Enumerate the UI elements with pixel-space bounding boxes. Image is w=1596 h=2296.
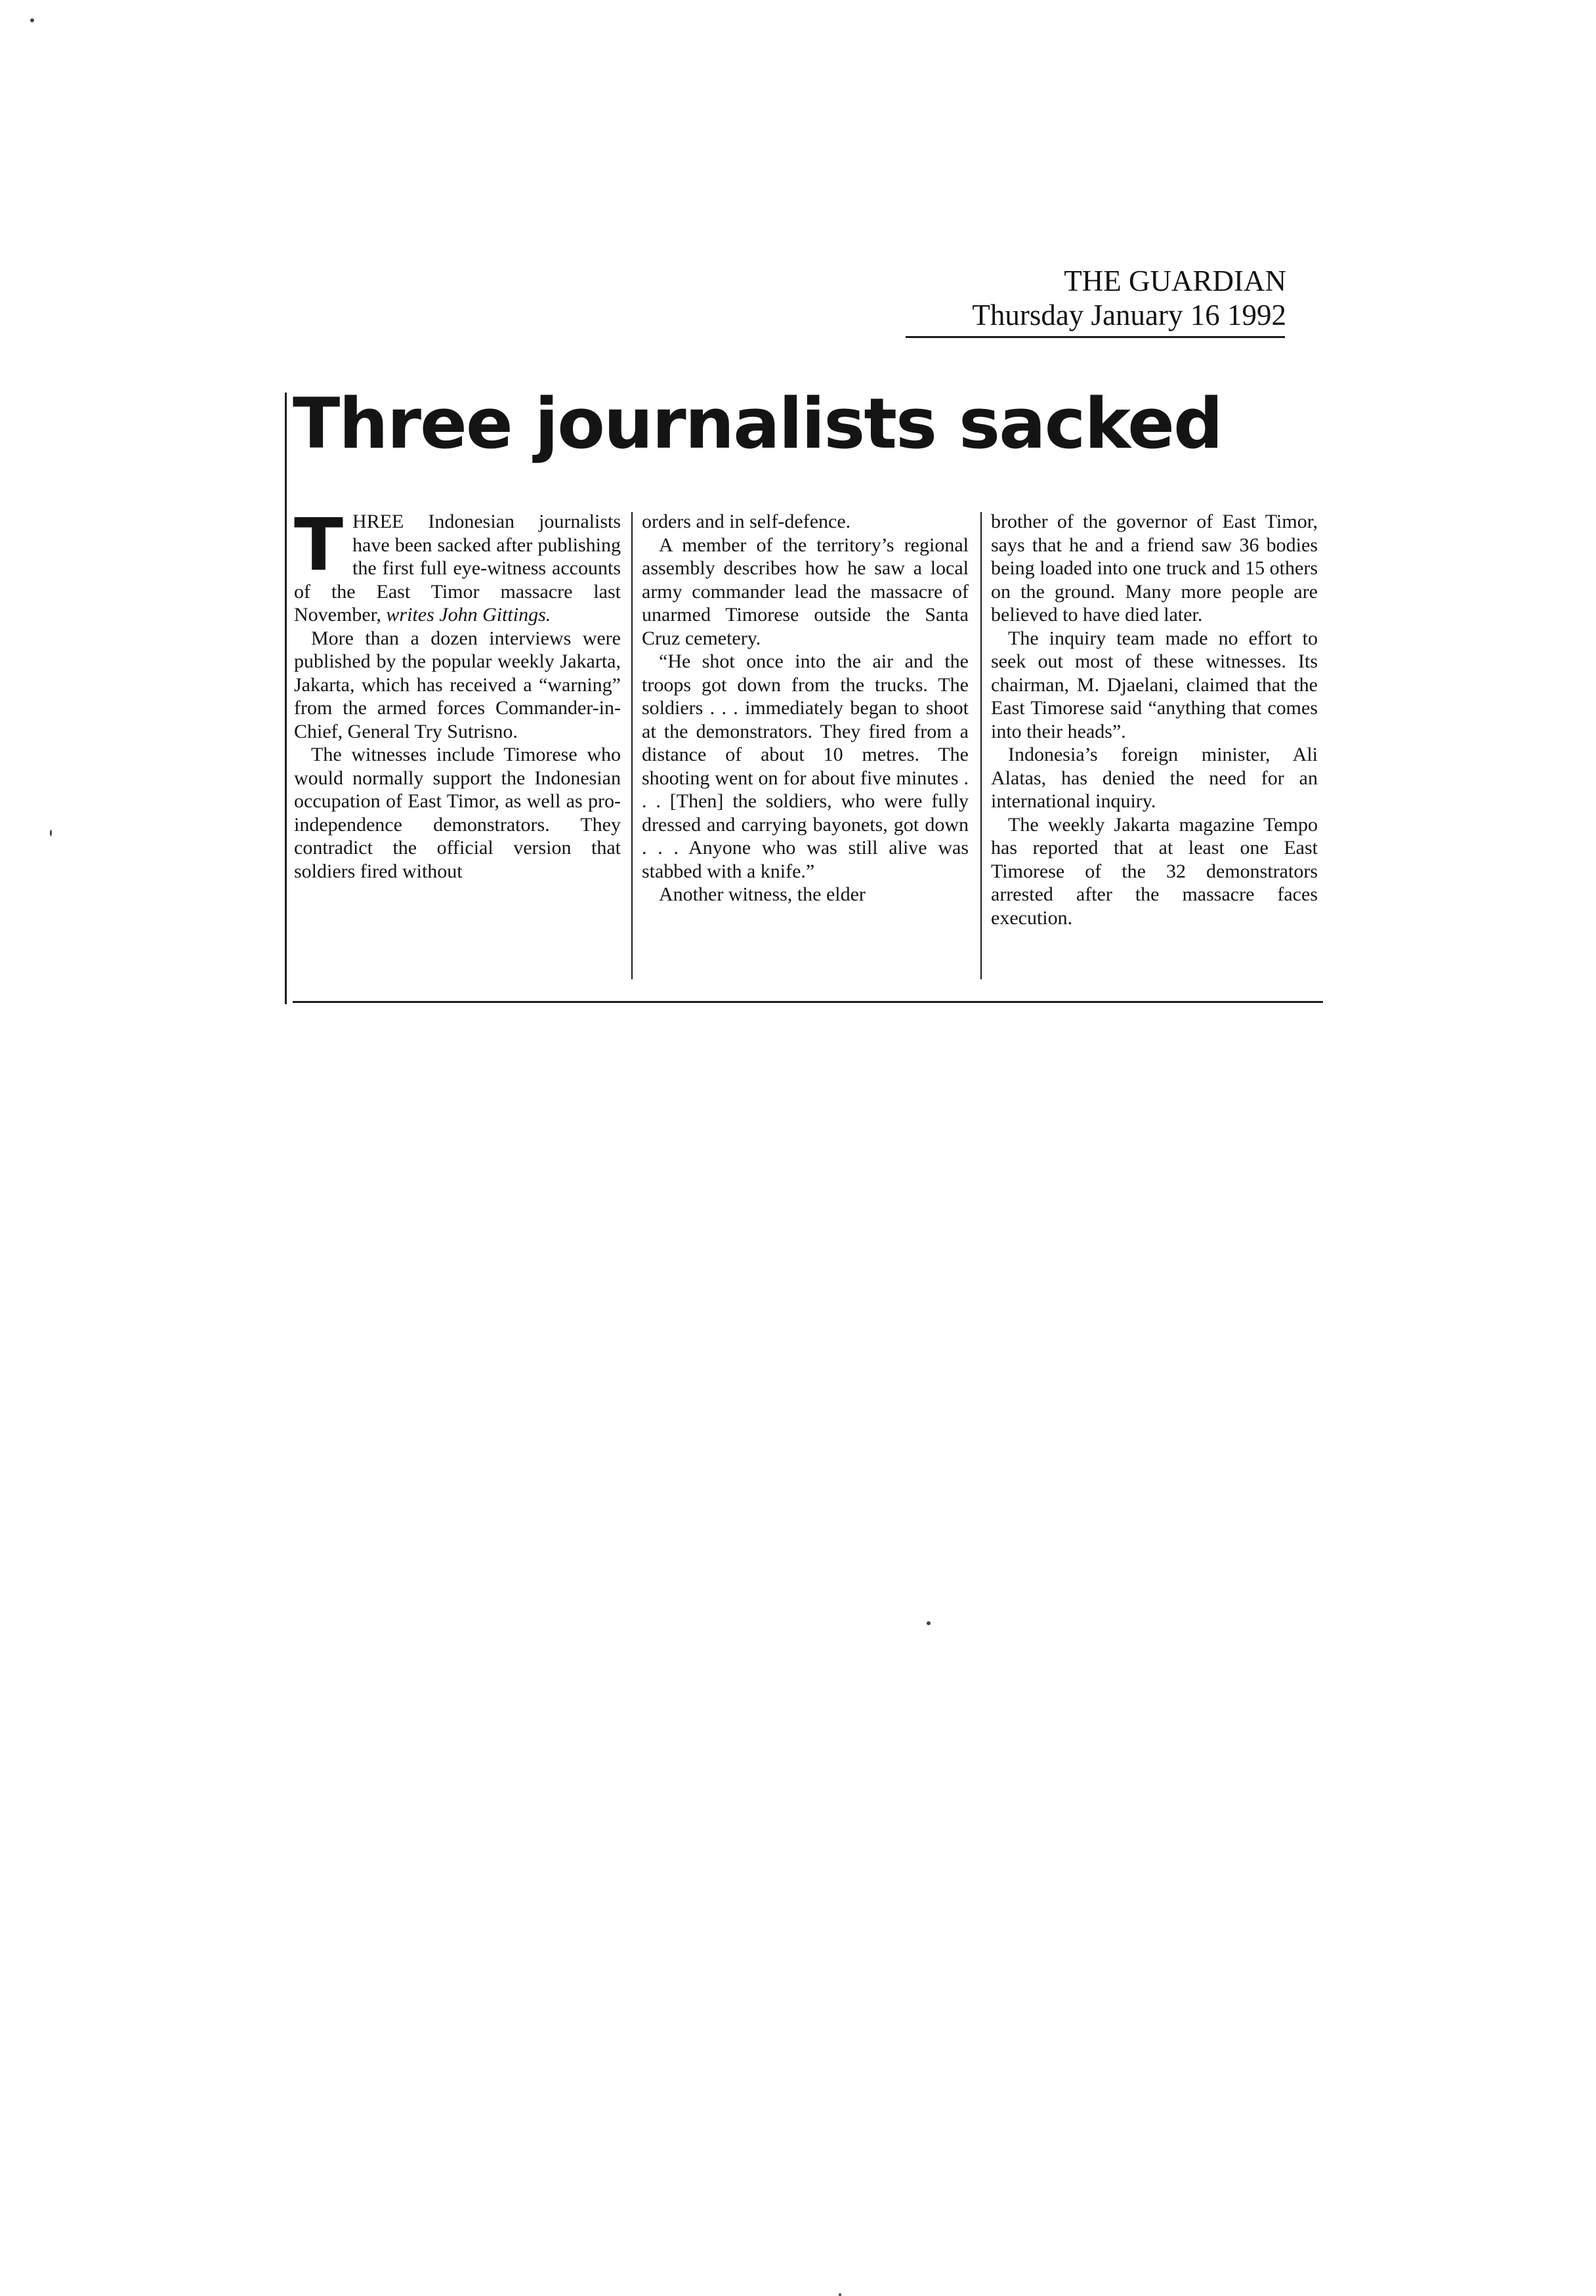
masthead-rule (906, 336, 1285, 338)
column-rule (631, 512, 633, 979)
paragraph: brother of the governor of East Timor, says that he and a friend saw 36 bodies being loaded into one truck and 15 others on the ground. Many more people are believed to have died later. (991, 511, 1318, 626)
paragraph: The inquiry team made no effort to seek out most of these witnesses. Its chairman, M. Djaelani, claimed that the East Timorese said “anything that comes into their heads”. (991, 627, 1318, 742)
publication-date: Thursday January 16 1992 (972, 299, 1286, 331)
column-rule (980, 512, 982, 979)
clipping-left-border (285, 393, 287, 1004)
publication-name: THE GUARDIAN (1064, 265, 1286, 297)
paragraph-lead (294, 503, 621, 627)
lead-text: HREE Indonesian journalists have been sacked after publishing the first full eye-witness accounts of the East Timor massacre last November, (294, 511, 621, 626)
scan-speck (30, 18, 34, 22)
article-column-1 (294, 503, 621, 883)
paragraph: Another witness, the elder (659, 883, 866, 905)
byline: writes John Gittings. (386, 604, 551, 626)
scan-speck (927, 1621, 931, 1625)
masthead (906, 264, 1286, 332)
paragraph: The weekly Jakarta magazine Tempo has reported that at least one East Timorese of the 32 demonstrators arrested after the massacre faces execution. (991, 813, 1318, 929)
paragraph-quote: “He shot once into the air and the troops got down from the trucks. The soldiers . . . immediately began to shoot at the demonstrators. They fired from a distance of about 10 metres. The shooting went on for about five minutes . . . [Then] the soldiers, who were fully dressed and carrying bayonets, got down . . . Anyone who was still alive was stabbed with a knife.” (642, 650, 969, 882)
scan-speck (50, 830, 52, 836)
paragraph: Indonesia’s foreign minister, Ali Alatas, has denied the need for an international inquiry. (991, 744, 1318, 812)
paragraph: The witnesses include Timorese who would normally support the Indonesian occupation of East Timor, as well as pro-independence demonstrators. They contradict the official version that soldiers fired without (294, 744, 621, 882)
headline: Three journalists sacked (293, 383, 1222, 464)
paragraph: A member of the territory’s regional assembly describes how he saw a local army commander lead the massacre of unarmed Timorese outside the Santa Cruz cemetery. (642, 534, 969, 649)
bottom-rule (293, 1001, 1323, 1003)
paragraph: orders and in self-defence. (642, 511, 851, 532)
article-column-2 (642, 510, 969, 906)
drop-cap: T (294, 503, 344, 587)
scan-speck (839, 2293, 841, 2296)
article-column-3 (991, 510, 1318, 929)
paragraph: More than a dozen interviews were published by the popular weekly Jakarta, Jakarta, which has received a “warning” from the armed forces Commander-in-Chief, General Try Sutrisno. (294, 627, 621, 742)
